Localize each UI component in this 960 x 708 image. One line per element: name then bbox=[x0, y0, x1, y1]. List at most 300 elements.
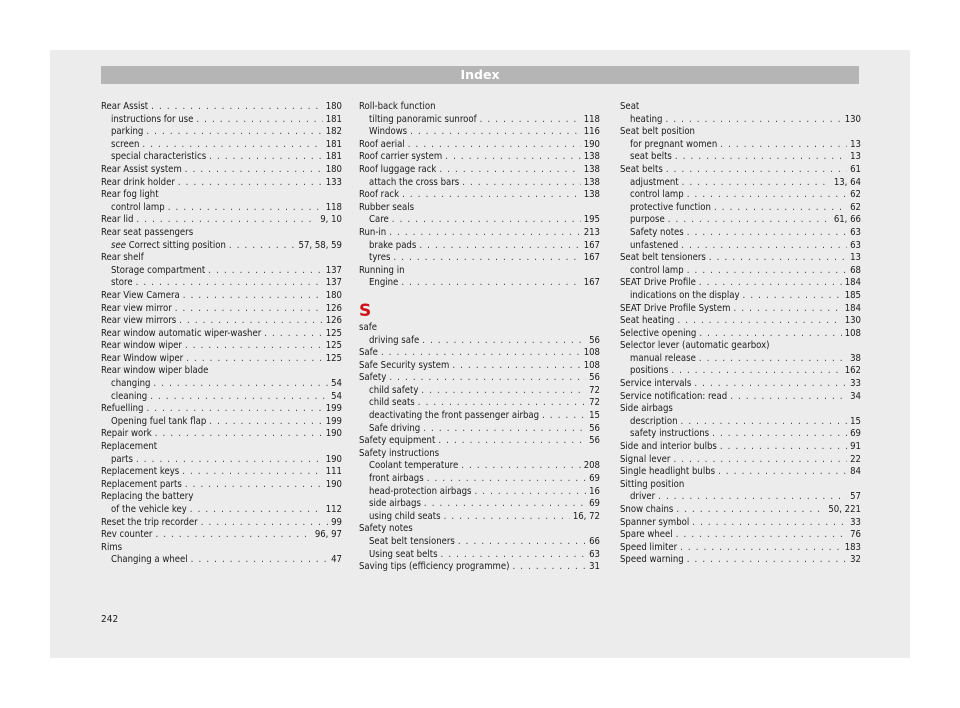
entry-text: Snow chains bbox=[620, 504, 674, 515]
index-subentry bbox=[359, 126, 600, 139]
page-reference: 76 bbox=[850, 529, 861, 541]
page-reference: 108 bbox=[583, 347, 600, 359]
dot-leader bbox=[155, 529, 311, 542]
page-reference: 181 bbox=[325, 113, 342, 125]
index-entry bbox=[620, 441, 861, 454]
entry-text: Rear shelf bbox=[101, 252, 144, 264]
dot-leader bbox=[714, 202, 847, 215]
dot-leader bbox=[142, 139, 322, 152]
index-subentry bbox=[359, 114, 600, 127]
dot-leader bbox=[423, 423, 586, 436]
index-subentry bbox=[101, 240, 342, 253]
page-reference: 68 bbox=[850, 264, 861, 276]
index-entry bbox=[359, 322, 600, 335]
page-reference: 183 bbox=[844, 541, 861, 553]
dot-leader bbox=[191, 554, 328, 567]
page-reference: 111 bbox=[325, 466, 342, 478]
index-subentry bbox=[101, 454, 342, 467]
entry-text: Safety notes bbox=[359, 523, 413, 535]
entry-term bbox=[111, 202, 165, 215]
index-entry bbox=[620, 554, 861, 567]
entry-term bbox=[101, 101, 148, 114]
entry-text: Rear view mirrors bbox=[101, 315, 177, 327]
dot-leader bbox=[175, 303, 323, 316]
entry-term bbox=[369, 126, 407, 139]
entry-term bbox=[620, 101, 639, 114]
page-reference: 118 bbox=[325, 201, 342, 213]
index-subentry bbox=[359, 277, 600, 290]
entry-term bbox=[630, 202, 711, 215]
entry-term bbox=[620, 454, 670, 467]
entry-term bbox=[101, 466, 179, 479]
entry-text: seat belts bbox=[630, 151, 672, 163]
page-reference: 13, 64 bbox=[833, 176, 861, 188]
entry-term bbox=[620, 303, 731, 316]
entry-text: safe bbox=[359, 321, 377, 333]
index-subentry bbox=[620, 240, 861, 253]
index-entry bbox=[101, 479, 342, 492]
index-subentry bbox=[620, 227, 861, 240]
entry-text: Safety equipment bbox=[359, 435, 436, 447]
dot-leader bbox=[438, 435, 586, 448]
entry-text: changing bbox=[111, 378, 151, 390]
page-reference: 91 bbox=[850, 441, 861, 453]
entry-term bbox=[620, 466, 715, 479]
index-entry bbox=[101, 227, 342, 240]
index-entry bbox=[620, 328, 861, 341]
dot-leader bbox=[190, 504, 323, 517]
page-reference: 184 bbox=[844, 302, 861, 314]
entry-text: protective function bbox=[630, 201, 711, 213]
page-reference: 138 bbox=[583, 163, 600, 175]
page-reference: 167 bbox=[583, 277, 600, 289]
index-entry bbox=[620, 504, 861, 517]
dot-leader bbox=[699, 277, 842, 290]
page-reference: 69 bbox=[589, 498, 600, 510]
dot-leader bbox=[720, 441, 847, 454]
index-subentry bbox=[359, 549, 600, 562]
dot-leader bbox=[393, 252, 580, 265]
index-subentry bbox=[101, 126, 342, 139]
page-reference: 56 bbox=[589, 334, 600, 346]
index-entry bbox=[359, 448, 600, 461]
entry-term bbox=[630, 139, 717, 152]
entry-term bbox=[630, 365, 668, 378]
entry-term bbox=[620, 391, 727, 404]
index-subentry bbox=[620, 139, 861, 152]
entry-text: Rubber seals bbox=[359, 201, 415, 213]
dot-leader bbox=[196, 114, 322, 127]
index-entry bbox=[101, 428, 342, 441]
page-reference: 138 bbox=[583, 151, 600, 163]
entry-text: adjustment bbox=[630, 176, 679, 188]
dot-leader bbox=[692, 517, 847, 530]
entry-term bbox=[630, 114, 663, 127]
entry-text: Spanner symbol bbox=[620, 516, 690, 528]
dot-leader bbox=[687, 189, 847, 202]
page-reference: 116 bbox=[583, 126, 600, 138]
entry-term bbox=[369, 114, 477, 127]
entry-text: instructions for use bbox=[111, 113, 194, 125]
entry-term bbox=[101, 353, 183, 366]
entry-term bbox=[620, 403, 673, 416]
entry-term bbox=[111, 454, 133, 467]
entry-text: Rear seat passengers bbox=[101, 226, 194, 238]
entry-text: Rear view mirror bbox=[101, 302, 172, 314]
entry-text: Windows bbox=[369, 126, 408, 138]
entry-text: control lamp bbox=[630, 189, 684, 201]
page-reference: 66 bbox=[589, 536, 600, 547]
page-reference: 199 bbox=[325, 403, 342, 415]
page-reference: 69 bbox=[589, 473, 600, 485]
index-subentry bbox=[359, 177, 600, 190]
index-subentry bbox=[101, 391, 342, 404]
page-reference: 167 bbox=[583, 252, 600, 264]
entry-text: Selector lever (automatic gearbox) bbox=[620, 340, 770, 352]
entry-term bbox=[359, 322, 377, 335]
entry-text: Safe bbox=[359, 347, 378, 359]
dot-leader bbox=[185, 340, 323, 353]
page-reference: 190 bbox=[583, 138, 600, 150]
entry-term bbox=[620, 504, 673, 517]
page-reference: 56 bbox=[589, 422, 600, 434]
entry-text: Running in bbox=[359, 264, 405, 276]
page-reference: 195 bbox=[583, 214, 600, 226]
entry-text: Changing a wheel bbox=[111, 554, 188, 566]
dot-leader bbox=[681, 240, 847, 253]
entry-text: cleaning bbox=[111, 390, 148, 402]
entry-term bbox=[101, 517, 198, 530]
entry-term bbox=[359, 189, 399, 202]
page-reference: 138 bbox=[583, 176, 600, 188]
entry-text: Side airbags bbox=[620, 403, 673, 415]
entry-text: Coolant temperature bbox=[369, 460, 459, 472]
dot-leader bbox=[178, 177, 323, 190]
index-entry bbox=[101, 189, 342, 202]
index-column-1 bbox=[101, 101, 342, 567]
entry-term bbox=[630, 290, 740, 303]
page-reference: 180 bbox=[325, 101, 342, 112]
index-entry bbox=[101, 403, 342, 416]
page-reference: 137 bbox=[325, 277, 342, 289]
index-entry bbox=[101, 101, 342, 114]
entry-text: Speed limiter bbox=[620, 541, 678, 553]
page-reference: 33 bbox=[850, 516, 861, 528]
index-entry bbox=[101, 353, 342, 366]
entry-text: Roof carrier system bbox=[359, 151, 443, 163]
entry-term bbox=[111, 504, 187, 517]
entry-term bbox=[101, 189, 159, 202]
entry-term bbox=[111, 378, 150, 391]
dot-leader bbox=[666, 164, 847, 177]
entry-term bbox=[620, 252, 706, 265]
dot-leader bbox=[208, 265, 322, 278]
index-subentry bbox=[620, 151, 861, 164]
entry-text: Rev counter bbox=[101, 529, 153, 541]
entry-text: Rear drink holder bbox=[101, 176, 175, 188]
page-reference: 199 bbox=[325, 415, 342, 427]
index-entry bbox=[101, 164, 342, 177]
dot-leader bbox=[743, 290, 842, 303]
page-reference: 50, 221 bbox=[828, 504, 861, 515]
dot-leader bbox=[422, 335, 586, 348]
index-entry bbox=[101, 214, 342, 227]
entry-text: using child seats bbox=[369, 510, 441, 522]
entry-text: Speed warning bbox=[620, 554, 684, 566]
entry-term bbox=[111, 416, 206, 429]
entry-term bbox=[359, 360, 449, 373]
entry-text: Rear View Camera bbox=[101, 289, 180, 301]
entry-text: Rear Assist bbox=[101, 101, 149, 112]
page-reference: 54 bbox=[331, 390, 342, 402]
entry-text: child safety bbox=[369, 384, 419, 396]
index-subentry bbox=[620, 365, 861, 378]
entry-term bbox=[359, 164, 436, 177]
entry-text: Spare wheel bbox=[620, 529, 673, 541]
dot-leader bbox=[682, 177, 831, 190]
index-subentry bbox=[620, 189, 861, 202]
entry-term bbox=[101, 214, 133, 227]
entry-text: side airbags bbox=[369, 498, 421, 510]
index-entry bbox=[359, 372, 600, 385]
dot-leader bbox=[474, 486, 586, 499]
dot-leader bbox=[444, 511, 570, 524]
page-reference: 38 bbox=[850, 352, 861, 364]
dot-leader bbox=[677, 315, 841, 328]
page-reference: 184 bbox=[844, 277, 861, 289]
page-reference: 57, 58, 59 bbox=[298, 239, 342, 251]
dot-leader bbox=[666, 114, 842, 127]
index-entry bbox=[101, 303, 342, 316]
entry-term bbox=[369, 177, 459, 190]
dot-leader bbox=[185, 479, 323, 492]
dot-leader bbox=[151, 101, 323, 114]
index-entry bbox=[359, 347, 600, 360]
dot-leader bbox=[408, 139, 581, 152]
index-entry bbox=[359, 139, 600, 152]
entry-term bbox=[369, 277, 398, 290]
entry-term bbox=[620, 378, 691, 391]
page-reference: 137 bbox=[325, 264, 342, 276]
dot-leader bbox=[439, 164, 580, 177]
index-subentry bbox=[359, 536, 600, 549]
entry-term bbox=[369, 335, 419, 348]
index-subentry bbox=[359, 214, 600, 227]
page-reference: 69 bbox=[850, 428, 861, 440]
entry-term bbox=[359, 139, 405, 152]
entry-text: deactivating the front passenger airbag bbox=[369, 410, 540, 422]
entry-text: Rear fog light bbox=[101, 189, 159, 201]
page-reference: 9, 10 bbox=[320, 214, 342, 226]
entry-term bbox=[101, 403, 143, 416]
page-reference: 32 bbox=[850, 554, 861, 566]
page-reference: 126 bbox=[325, 315, 342, 327]
dot-leader bbox=[668, 214, 831, 227]
entry-text: control lamp bbox=[630, 264, 684, 276]
entry-text: Opening fuel tank flap bbox=[111, 415, 207, 427]
index-entry bbox=[620, 303, 861, 316]
entry-text: Seat belt tensioners bbox=[369, 536, 455, 547]
page-reference: 125 bbox=[325, 340, 342, 352]
entry-term bbox=[630, 491, 655, 504]
dot-leader bbox=[542, 410, 586, 423]
index-entry bbox=[620, 101, 861, 114]
entry-text: Run-in bbox=[359, 226, 387, 238]
section-letter: S bbox=[359, 300, 372, 321]
entry-term bbox=[359, 347, 378, 360]
entry-term bbox=[359, 227, 386, 240]
index-entry bbox=[620, 315, 861, 328]
index-entry bbox=[359, 151, 600, 164]
index-entry bbox=[359, 227, 600, 240]
entry-text: SEAT Drive Profile System bbox=[620, 302, 731, 314]
entry-text: Seat belt tensioners bbox=[620, 252, 706, 264]
entry-term bbox=[620, 315, 674, 328]
index-subentry bbox=[620, 265, 861, 278]
page-reference: 13 bbox=[850, 151, 861, 163]
entry-term bbox=[630, 240, 678, 253]
entry-term bbox=[620, 479, 684, 492]
entry-term bbox=[620, 529, 673, 542]
index-subentry bbox=[359, 252, 600, 265]
entry-term bbox=[111, 277, 133, 290]
dot-leader bbox=[462, 177, 580, 190]
dot-leader bbox=[209, 151, 323, 164]
entry-text: Rear Window wiper bbox=[101, 352, 184, 364]
entry-term bbox=[369, 549, 438, 562]
index-entry bbox=[620, 378, 861, 391]
entry-text: Safety instructions bbox=[359, 447, 440, 459]
index-subentry bbox=[101, 114, 342, 127]
dot-leader bbox=[671, 365, 841, 378]
page-reference: 126 bbox=[325, 302, 342, 314]
dot-leader bbox=[452, 360, 580, 373]
page-reference: 84 bbox=[850, 466, 861, 478]
index-entry bbox=[620, 164, 861, 177]
page-reference: 125 bbox=[325, 352, 342, 364]
entry-text: tyres bbox=[369, 252, 391, 264]
page-reference: 16, 72 bbox=[572, 510, 600, 522]
page-reference: 180 bbox=[325, 163, 342, 175]
dot-leader bbox=[680, 542, 842, 555]
index-subentry bbox=[101, 504, 342, 517]
index-subentry bbox=[101, 416, 342, 429]
entry-text: SEAT Drive Profile bbox=[620, 277, 696, 289]
page-reference: 72 bbox=[589, 397, 600, 409]
page-reference: 22 bbox=[850, 453, 861, 465]
page-reference: 208 bbox=[583, 460, 600, 472]
dot-leader bbox=[168, 202, 323, 215]
dot-leader bbox=[709, 252, 847, 265]
index-subentry bbox=[620, 353, 861, 366]
entry-text: Selective opening bbox=[620, 327, 697, 339]
dot-leader bbox=[264, 328, 322, 341]
index-subentry bbox=[359, 335, 600, 348]
entry-term bbox=[620, 126, 695, 139]
entry-text: parts bbox=[111, 453, 133, 465]
entry-text: Service notification: read bbox=[620, 390, 728, 402]
entry-text: control lamp bbox=[111, 201, 165, 213]
index-subentry bbox=[359, 498, 600, 511]
entry-text: for pregnant women bbox=[630, 138, 718, 150]
page-reference: 63 bbox=[850, 239, 861, 251]
entry-term bbox=[111, 139, 139, 152]
page-reference: 162 bbox=[844, 365, 861, 377]
entry-text: Roof aerial bbox=[359, 138, 405, 150]
entry-text: Safe driving bbox=[369, 422, 421, 434]
dot-leader bbox=[392, 214, 581, 227]
entry-text: driving safe bbox=[369, 334, 420, 346]
entry-term bbox=[630, 416, 678, 429]
page-reference: 33 bbox=[850, 378, 861, 390]
entry-term bbox=[620, 340, 769, 353]
page-reference: 108 bbox=[844, 327, 861, 339]
entry-text: tilting panoramic sunroof bbox=[369, 113, 477, 125]
dot-leader bbox=[461, 460, 580, 473]
entry-text: Single headlight bulbs bbox=[620, 466, 716, 478]
entry-text: Using seat belts bbox=[369, 548, 438, 560]
page-reference: 56 bbox=[589, 372, 600, 384]
entry-text: parking bbox=[111, 126, 144, 138]
entry-term bbox=[101, 529, 152, 542]
entry-term bbox=[369, 423, 420, 436]
entry-text: child seats bbox=[369, 397, 415, 409]
entry-term bbox=[111, 240, 226, 253]
page-reference: 130 bbox=[844, 315, 861, 327]
dot-leader bbox=[183, 290, 323, 303]
entry-text: head-protection airbags bbox=[369, 485, 472, 497]
entry-text: Care bbox=[369, 214, 389, 226]
dot-leader bbox=[410, 126, 581, 139]
dot-leader bbox=[687, 554, 847, 567]
page-reference: 112 bbox=[325, 504, 342, 515]
entry-text: heating bbox=[630, 113, 663, 125]
dot-leader bbox=[694, 378, 847, 391]
page-reference: 15 bbox=[850, 415, 861, 427]
dot-leader bbox=[146, 126, 322, 139]
dot-leader bbox=[512, 561, 586, 574]
dot-leader bbox=[427, 473, 586, 486]
entry-term bbox=[369, 473, 424, 486]
dot-leader bbox=[153, 378, 328, 391]
index-entry bbox=[101, 466, 342, 479]
entry-term bbox=[111, 126, 143, 139]
entry-term bbox=[369, 486, 471, 499]
dot-leader bbox=[401, 277, 580, 290]
entry-text: Rear Assist system bbox=[101, 163, 182, 175]
dot-leader bbox=[381, 347, 581, 360]
index-entry bbox=[620, 529, 861, 542]
dot-leader bbox=[155, 428, 323, 441]
page-reference: 63 bbox=[850, 226, 861, 238]
entry-term bbox=[369, 397, 415, 410]
entry-term bbox=[620, 328, 696, 341]
entry-term bbox=[630, 151, 672, 164]
page-reference: 99 bbox=[331, 516, 342, 528]
entry-term bbox=[101, 365, 208, 378]
entry-term bbox=[111, 114, 193, 127]
dot-leader bbox=[712, 428, 847, 441]
entry-text: Safety bbox=[359, 372, 387, 384]
entry-term bbox=[620, 277, 696, 290]
entry-text: Side and interior bulbs bbox=[620, 441, 717, 453]
entry-term bbox=[630, 353, 696, 366]
page-reference: 61, 66 bbox=[833, 214, 861, 226]
index-entry bbox=[359, 164, 600, 177]
entry-term bbox=[620, 441, 717, 454]
entry-text: manual release bbox=[630, 352, 696, 364]
page-reference: 16 bbox=[589, 485, 600, 497]
